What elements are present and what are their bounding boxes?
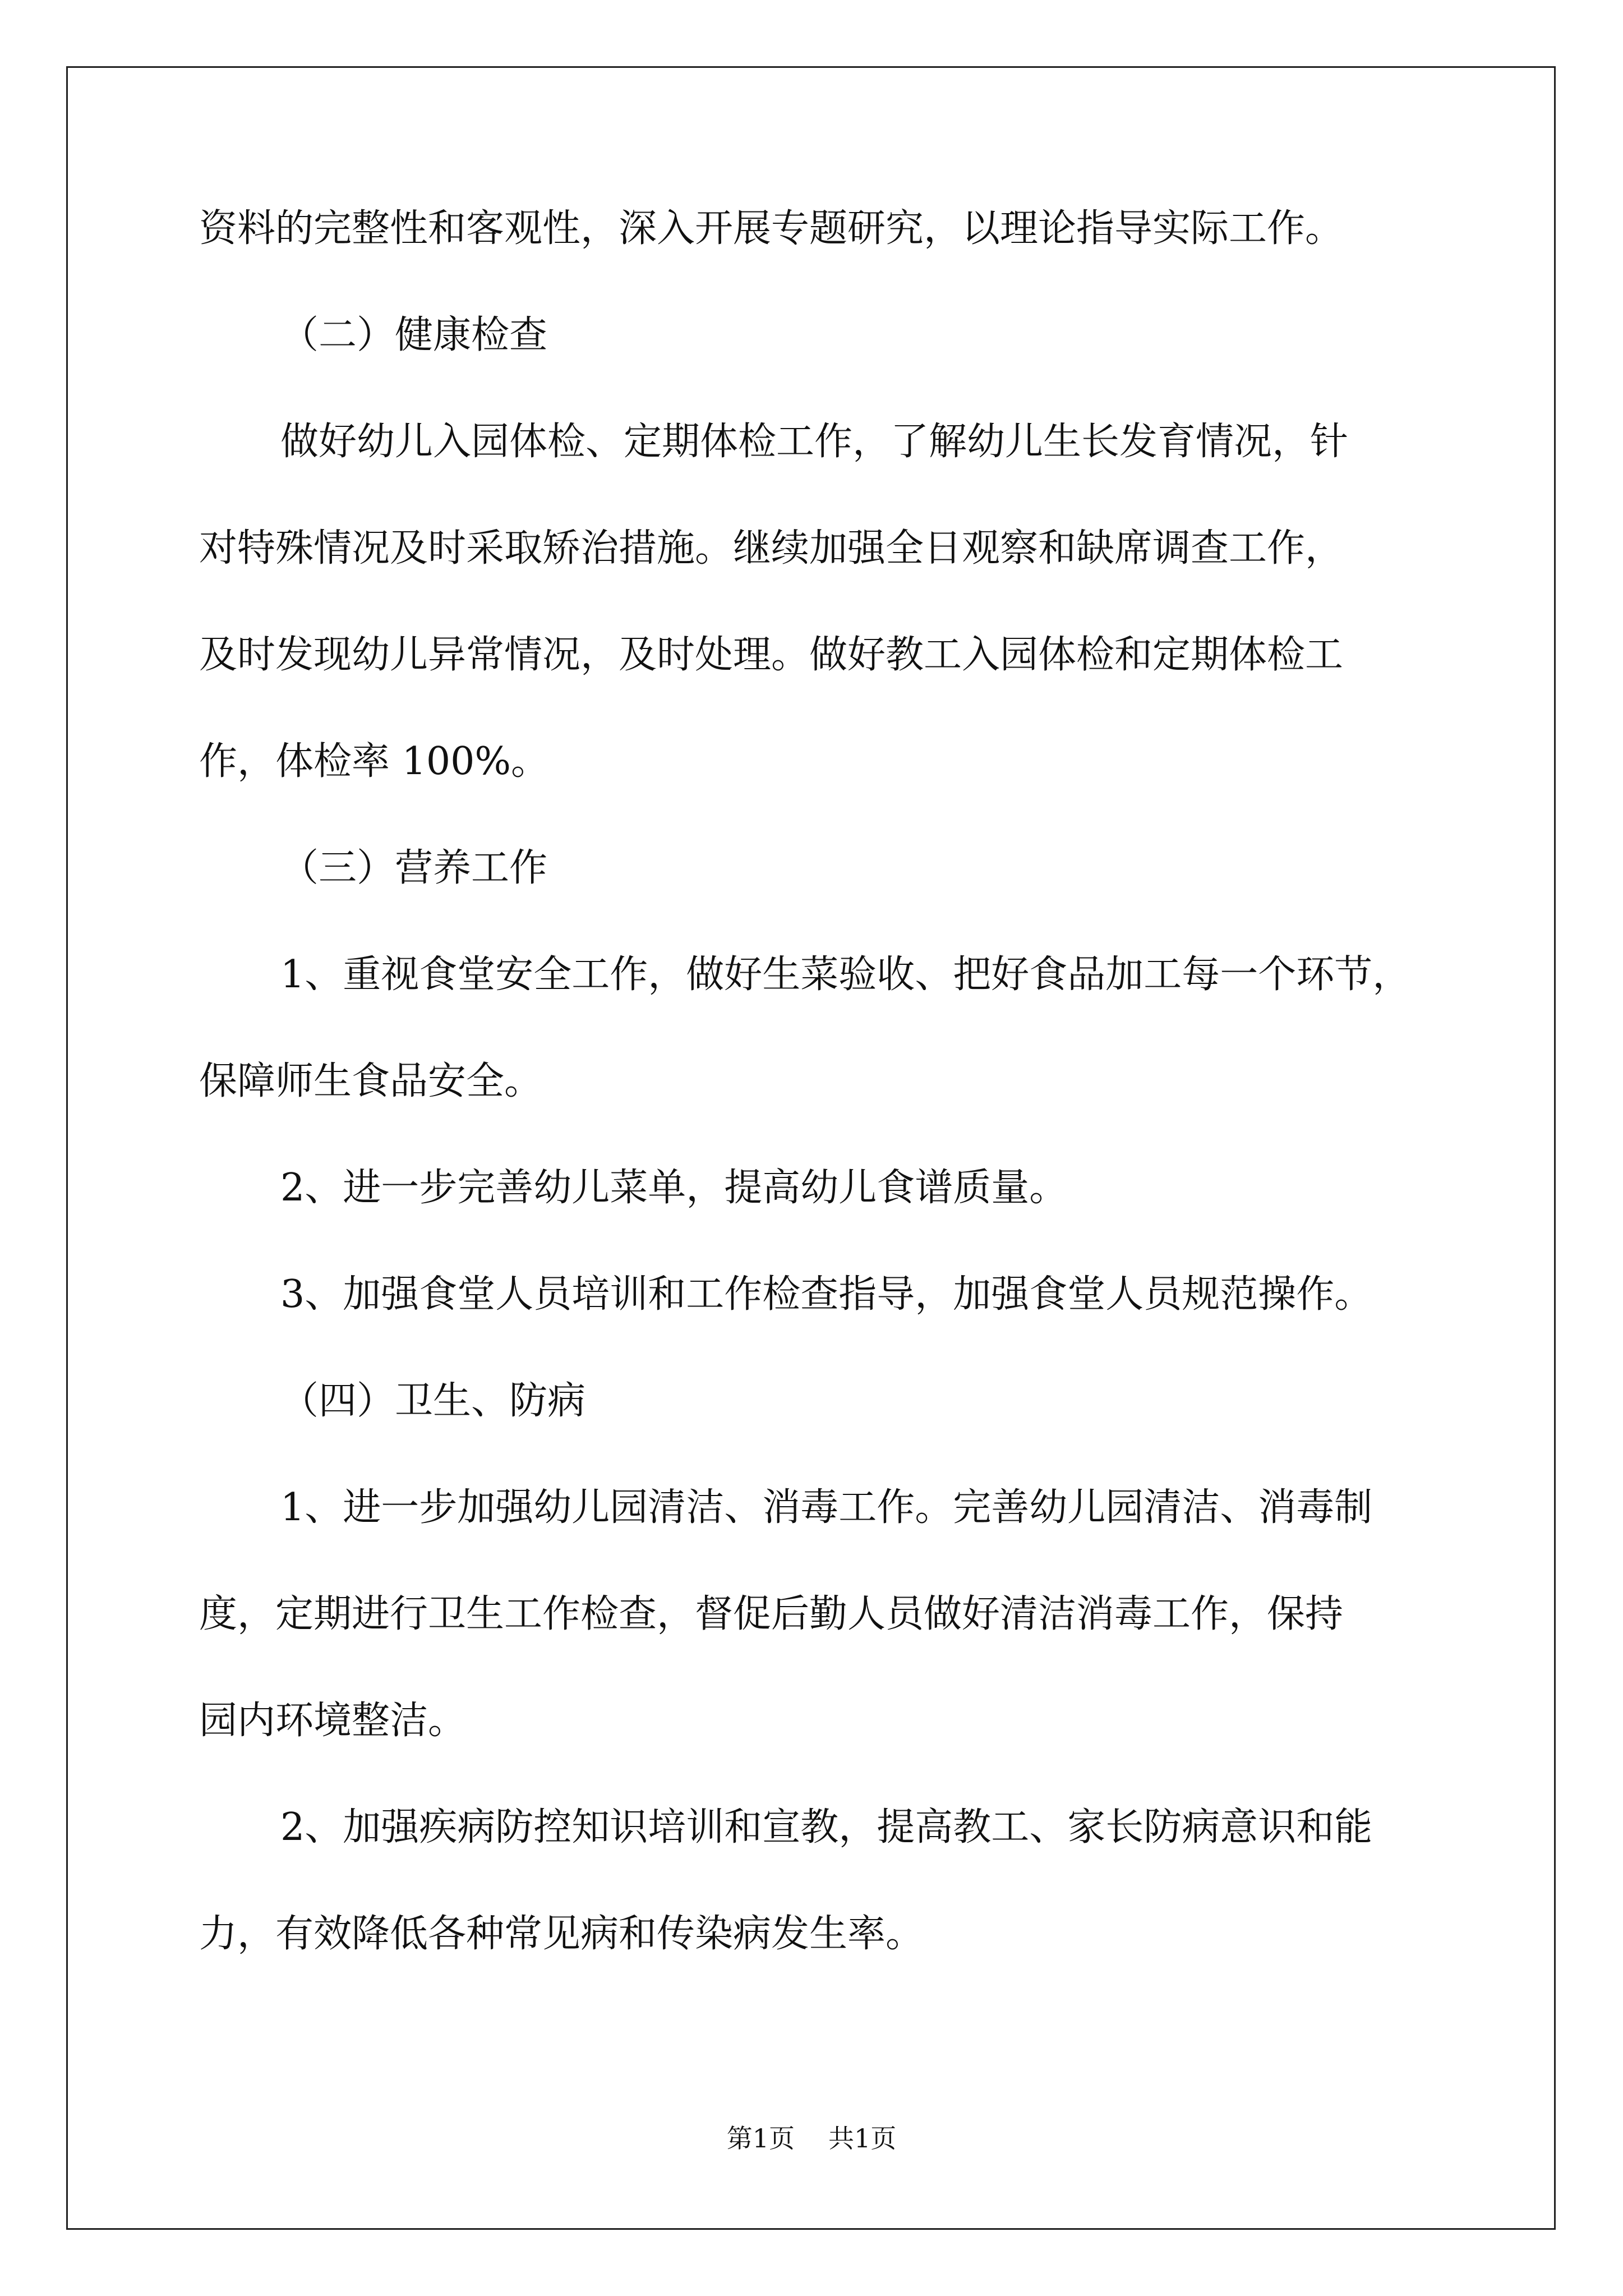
text-line: 2、加强疾病防控知识培训和宣教，提高教工、家长防病意识和能 [280,1805,1373,1849]
text-line: 3、加强食堂人员培训和工作检查指导，加强食堂人员规范操作。 [280,1272,1373,1317]
text-line: 及时发现幼儿异常情况，及时处理。做好教工入园体检和定期体检工 [199,633,1344,677]
document-body [199,202,1433,1961]
text-line: 资料的完整性和客观性，深入开展专题研究，以理论指导实际工作。 [199,206,1344,251]
page-footer [0,2122,1623,2155]
page-number-total: 共1页 [828,2123,897,2154]
section-heading-nutrition: （三）营养工作 [280,846,548,890]
page-number-current: 第1页 [726,2123,795,2154]
text-line: 对特殊情况及时采取矫治措施。继续加强全日观察和缺席调查工作， [199,526,1344,570]
text-line: 保障师生食品安全。 [199,1059,543,1103]
text-line: 1、进一步加强幼儿园清洁、消毒工作。完善幼儿园清洁、消毒制 [280,1485,1373,1530]
section-heading-health-check: （二）健康检查 [280,313,548,357]
text-line: 园内环境整洁。 [199,1699,467,1743]
section-heading-hygiene: （四）卫生、防病 [280,1379,586,1423]
text-line: 力，有效降低各种常见病和传染病发生率。 [199,1912,924,1956]
text-line: 作，体检率 100%。 [199,739,550,784]
text-line: 度，定期进行卫生工作检查，督促后勤人员做好清洁消毒工作，保持 [199,1592,1344,1636]
text-line: 做好幼儿入园体检、定期体检工作，了解幼儿生长发育情况，针 [280,420,1349,464]
text-line: 2、进一步完善幼儿菜单，提高幼儿食谱质量。 [280,1166,1068,1210]
text-line: 1、重视食堂安全工作，做好生菜验收、把好食品加工每一个环节， [280,953,1411,997]
